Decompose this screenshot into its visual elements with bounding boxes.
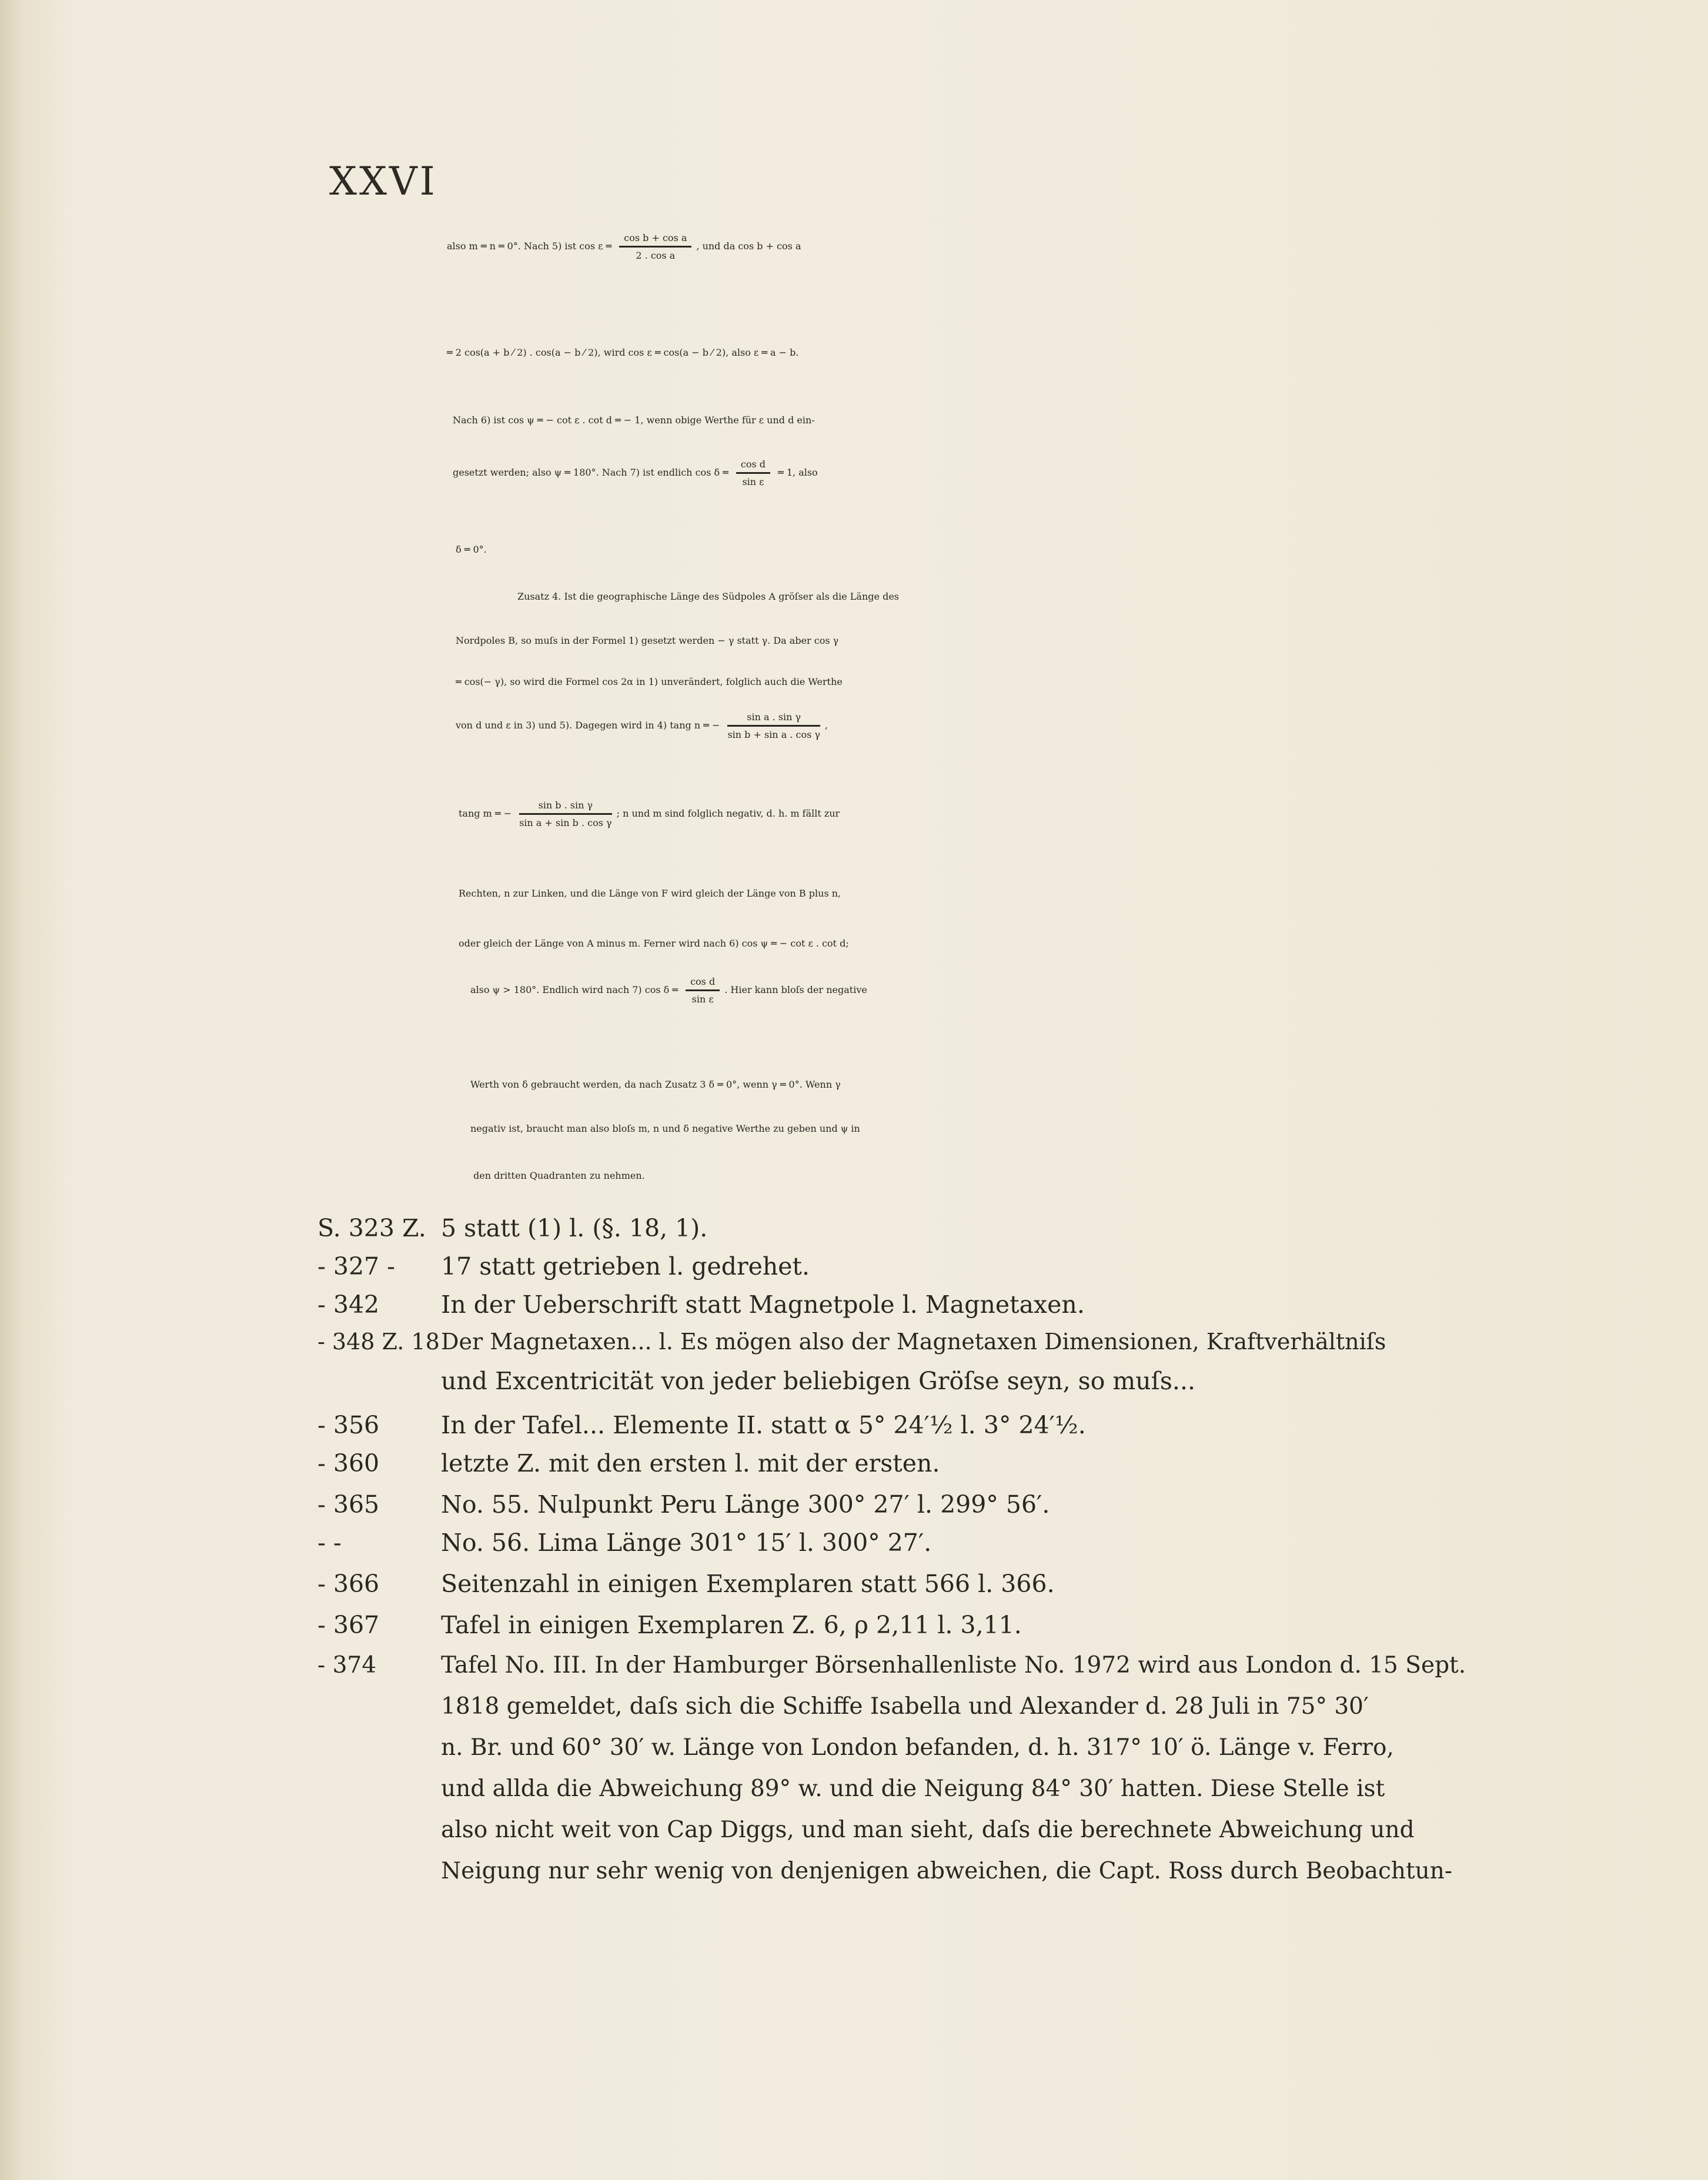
- errata-text: und allda die Abweichung 89° w. und die Neigung 84° 30′ hatten. Diese Stelle ist: [441, 1776, 1385, 1802]
- errata-item: [317, 1734, 1394, 1761]
- errata-ref: - 366: [317, 1570, 380, 1598]
- fraction-cos-eps: [619, 232, 691, 261]
- errata-item: [317, 1367, 1195, 1395]
- errata-text: 1818 gemeldet, daſs sich die Schiffe Isabella und Alexander d. 28 Juli in 75° 30′: [441, 1693, 1369, 1720]
- line-10-pre: tang m ═ −: [459, 808, 515, 819]
- errata-ref: - 360: [317, 1449, 380, 1477]
- text-line-12: oder gleich der Länge von A minus m. Ferner wird nach 6) cos ψ ═ − cot ε . cot d;: [459, 938, 849, 949]
- text-line-14: Werth von δ gebraucht werden, da nach Zusatz 3 δ ═ 0°, wenn γ ═ 0°. Wenn γ: [470, 1079, 841, 1090]
- errata-ref: - 356: [317, 1411, 380, 1439]
- fraction-numerator: cos d: [686, 976, 720, 991]
- text-line-16: den dritten Quadranten zu nehmen.: [473, 1170, 645, 1181]
- line-1-post: , und da cos b + cos a: [696, 240, 801, 252]
- fraction-cos-delta: [736, 459, 770, 487]
- errata-ref: - 327 -: [317, 1252, 396, 1280]
- errata-text: und Excentricität von jeder beliebigen Gröſse seyn, so muſs...: [441, 1367, 1196, 1395]
- text-line-11: Rechten, n zur Linken, und die Länge von F wird gleich der Länge von B plus n,: [459, 888, 841, 899]
- fraction-numerator: cos d: [736, 459, 770, 474]
- fraction-numerator: sin a . sin γ: [727, 711, 820, 727]
- fraction-tang-n: [727, 711, 820, 740]
- errata-text: n. Br. und 60° 30′ w. Länge von London befanden, d. h. 317° 10′ ö. Länge v. Ferro,: [441, 1734, 1394, 1761]
- errata-item: [317, 1611, 1022, 1639]
- line-1-pre: also m ═ n ═ 0°. Nach 5) ist cos ε ═: [447, 240, 615, 252]
- fraction-numerator: sin b . sin γ: [519, 800, 612, 815]
- fraction-denominator: sin b + sin a . cos γ: [727, 729, 820, 740]
- errata-text: Seitenzahl in einigen Exemplaren statt 566 l. 366.: [441, 1570, 1055, 1598]
- text-line-9: [456, 711, 828, 740]
- errata-text: Der Magnetaxen... l. Es mögen also der Magnetaxen Dimensionen, Kraftverhältniſs: [441, 1329, 1386, 1355]
- errata-ref: - 342: [317, 1290, 380, 1319]
- text-line-15: negativ ist, braucht man also bloſs m, n und δ negative Werthe zu geben und ψ in: [470, 1123, 860, 1134]
- fraction-denominator: sin ε: [742, 476, 764, 487]
- line-10-post: ; n und m sind folglich negativ, d. h. m fällt zur: [616, 808, 840, 819]
- errata-item: [317, 1290, 1085, 1319]
- errata-text: No. 55. Nulpunkt Peru Länge 300° 27′ l. 299° 56′.: [441, 1490, 1050, 1519]
- line-4-pre: gesetzt werden; also ψ ═ 180°. Nach 7) ist endlich cos δ ═: [453, 467, 731, 478]
- line-13-pre: also ψ > 180°. Endlich wird nach 7) cos δ ═: [470, 984, 681, 995]
- errata-ref: S. 323 Z.: [317, 1214, 426, 1242]
- fraction-denominator: sin a + sin b . cos γ: [519, 817, 612, 828]
- errata-item: [317, 1776, 1385, 1802]
- page-number: XXVI: [329, 159, 437, 204]
- errata-ref: - 374: [317, 1652, 377, 1679]
- line-9-pre: von d und ε in 3) und 5). Dagegen wird in 4) tang n ═ −: [456, 720, 723, 731]
- text-line-2: ═ 2 cos(a + b ⁄ 2) . cos(a − b ⁄ 2), wird cos ε ═ cos(a − b ⁄ 2), also ε ═ a − b.: [447, 347, 799, 358]
- fraction-denominator: 2 . cos a: [636, 250, 676, 261]
- errata-item: [317, 1693, 1369, 1720]
- errata-text: Tafel No. III. In der Hamburger Börsenhallenliste No. 1972 wird aus London d. 15 Sept.: [441, 1652, 1466, 1679]
- errata-text: letzte Z. mit den ersten l. mit der ersten.: [441, 1449, 940, 1477]
- errata-ref: - -: [317, 1529, 342, 1557]
- errata-item: [317, 1858, 1452, 1884]
- fraction-tang-m: [519, 800, 612, 828]
- text-line-13: [470, 976, 867, 1005]
- errata-item: [317, 1449, 940, 1477]
- text-line-1: [447, 232, 801, 261]
- errata-ref: - 367: [317, 1611, 380, 1639]
- errata-item: [317, 1411, 1086, 1439]
- text-line-4: [453, 459, 818, 487]
- errata-text: In der Tafel... Elemente II. statt α 5° 24′½ l. 3° 24′½.: [441, 1411, 1086, 1439]
- errata-text: 5 statt (1) l. (§. 18, 1).: [441, 1214, 708, 1242]
- errata-text: 17 statt getrieben l. gedrehet.: [441, 1252, 810, 1280]
- errata-item: [317, 1490, 1049, 1519]
- errata-item: [317, 1252, 810, 1280]
- text-line-5: δ ═ 0°.: [456, 544, 487, 555]
- errata-item: [317, 1817, 1415, 1843]
- errata-text: In der Ueberschrift statt Magnetpole l. Magnetaxen.: [441, 1290, 1085, 1319]
- fraction-denominator: sin ε: [691, 994, 714, 1005]
- errata-item: [317, 1214, 707, 1242]
- fraction-cos-delta-2: [686, 976, 720, 1005]
- errata-item: [317, 1652, 1466, 1679]
- line-13-post: . Hier kann bloſs der negative: [724, 984, 867, 995]
- errata-text: Neigung nur sehr wenig von denjenigen abweichen, die Capt. Ross durch Beobachtun-: [441, 1858, 1453, 1884]
- errata-text: also nicht weit von Cap Diggs, und man sieht, daſs die berechnete Abweichung und: [441, 1817, 1415, 1843]
- errata-text: No. 56. Lima Länge 301° 15′ l. 300° 27′.: [441, 1529, 932, 1557]
- errata-ref: - 348 Z. 18: [317, 1329, 440, 1355]
- errata-item: [317, 1329, 1386, 1355]
- page-edge: [0, 0, 24, 2180]
- text-line-10: [459, 800, 840, 828]
- text-line-6: Zusatz 4. Ist die geographische Länge des Südpoles A gröſser als die Länge des: [517, 591, 899, 602]
- fraction-numerator: cos b + cos a: [619, 232, 691, 248]
- text-line-8: ═ cos(− γ), so wird die Formel cos 2α in 1) unverändert, folglich auch die Werthe: [456, 676, 843, 687]
- errata-ref: - 365: [317, 1490, 380, 1519]
- errata-item: [317, 1529, 931, 1557]
- errata-text: Tafel in einigen Exemplaren Z. 6, ρ 2,11 l. 3,11.: [441, 1611, 1022, 1639]
- line-4-post: ═ 1, also: [775, 467, 818, 478]
- text-line-7: Nordpoles B, so muſs in der Formel 1) gesetzt werden − γ statt γ. Da aber cos γ: [456, 635, 839, 646]
- text-line-3: Nach 6) ist cos ψ ═ − cot ε . cot d ═ − 1, wenn obige Werthe für ε und d ein-: [453, 414, 815, 426]
- errata-item: [317, 1570, 1055, 1598]
- line-9-post: ,: [824, 720, 828, 731]
